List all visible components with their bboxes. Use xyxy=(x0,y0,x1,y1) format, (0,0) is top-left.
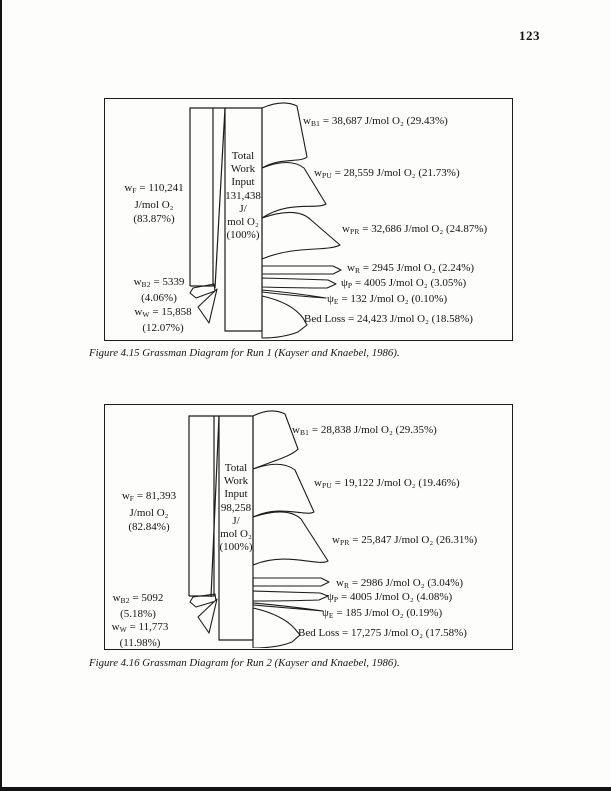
psie-flow-label: $\psi_E = 185$ J/mol O₂ (0.19%) xyxy=(322,607,443,620)
figure-415-caption: Figure 4.15 Grassman Diagram for Run 1 (Kayser and Knaebel, 1986). xyxy=(89,347,400,359)
flow-arrow-wb1 xyxy=(262,103,307,168)
grassman-diagram-run2 xyxy=(104,404,513,650)
flow-arrow-wb1 xyxy=(253,411,298,469)
bedloss-flow-label: Bed Loss = 17,275 J/mol O₂ (17.58%) xyxy=(298,627,467,639)
ww-label: $w_W = 15,858$ (12.07%) xyxy=(132,306,194,335)
bedloss-flow-label: Bed Loss = 24,423 J/mol O₂ (18.58%) xyxy=(304,313,473,325)
flow-arrow-wpr xyxy=(262,212,340,259)
flow-arrow-bedloss xyxy=(262,296,307,338)
wb1-flow-label: $w_{B1} = 38,687$ J/mol O₂ (29.43%) xyxy=(303,115,448,128)
psie-flow-label: $\psi_E = 132$ J/mol O₂ (0.10%) xyxy=(327,293,448,306)
ww-line1: $w_W = 15,858$ xyxy=(134,306,192,319)
feed-label: $w_F = 110,241$ J/mol O₂ (83.87%) xyxy=(113,181,195,226)
scan-edge-bottom xyxy=(0,787,611,791)
wpu-flow-label: $w_{PU} = 28,559$ J/mol O₂ (21.73%) xyxy=(314,167,460,180)
flow-arrow-bedloss xyxy=(253,608,300,648)
flow-arrow-wr xyxy=(253,578,329,586)
wpr-flow-label: $w_{PR} = 25,847$ J/mol O₂ (26.31%) xyxy=(332,534,478,547)
wr-flow-label: $w_R = 2986$ J/mol O₂ (3.04%) xyxy=(336,577,464,590)
feed-line1: $w_F = 81,393$ xyxy=(121,490,177,503)
total-work-input-label: Total Work Input 98,258 J/ mol O₂ (100%) xyxy=(219,462,253,554)
feed-label: $w_F = 81,393$ J/mol O₂ (82.84%) xyxy=(109,489,189,534)
ww-label: $w_W = 11,773$ (11.98%) xyxy=(105,621,175,650)
ww-line1: $w_W = 11,773$ xyxy=(111,621,169,634)
flow-arrow-psie xyxy=(253,603,323,611)
grassman-diagram-run1 xyxy=(104,98,513,341)
wpu-flow-label: $w_{PU} = 19,122$ J/mol O₂ (19.46%) xyxy=(314,477,460,490)
scan-edge-left xyxy=(0,0,2,791)
flow-arrow-wpr xyxy=(253,512,328,565)
wb2-line1: $w_{B2} = 5092$ xyxy=(112,592,164,605)
page-number: 123 xyxy=(519,28,540,43)
wb2-label: $w_{B2} = 5092$ (5.18%) xyxy=(107,592,169,621)
flow-arrow-psip xyxy=(253,591,328,601)
total-work-input-label: Total Work Input 131,438 J/ mol O₂ (100%) xyxy=(225,150,261,242)
wr-flow-label: $w_R = 2945$ J/mol O₂ (2.24%) xyxy=(347,262,475,275)
flow-arrow-wpu xyxy=(253,464,314,517)
feed-line1: $w_F = 110,241$ xyxy=(124,182,184,195)
flow-arrow-psip xyxy=(262,278,336,288)
wb2-label: $w_{B2} = 5339$ (4.06%) xyxy=(129,276,189,305)
wb2-line1: $w_{B2} = 5339$ xyxy=(133,276,185,289)
wpr-flow-label: $w_{PR} = 32,686$ J/mol O₂ (24.87%) xyxy=(342,223,488,236)
figure-416-caption: Figure 4.16 Grassman Diagram for Run 2 (Kayser and Knaebel, 1986). xyxy=(89,657,400,669)
psip-flow-label: $\psi_P = 4005$ J/mol O₂ (4.08%) xyxy=(327,591,453,604)
wb1-flow-label: $w_{B1} = 28,838$ J/mol O₂ (29.35%) xyxy=(292,424,437,437)
psip-flow-label: $\psi_P = 4005$ J/mol O₂ (3.05%) xyxy=(341,277,467,290)
flow-arrow-wr xyxy=(262,266,341,274)
flow-arrow-psie xyxy=(262,290,326,298)
